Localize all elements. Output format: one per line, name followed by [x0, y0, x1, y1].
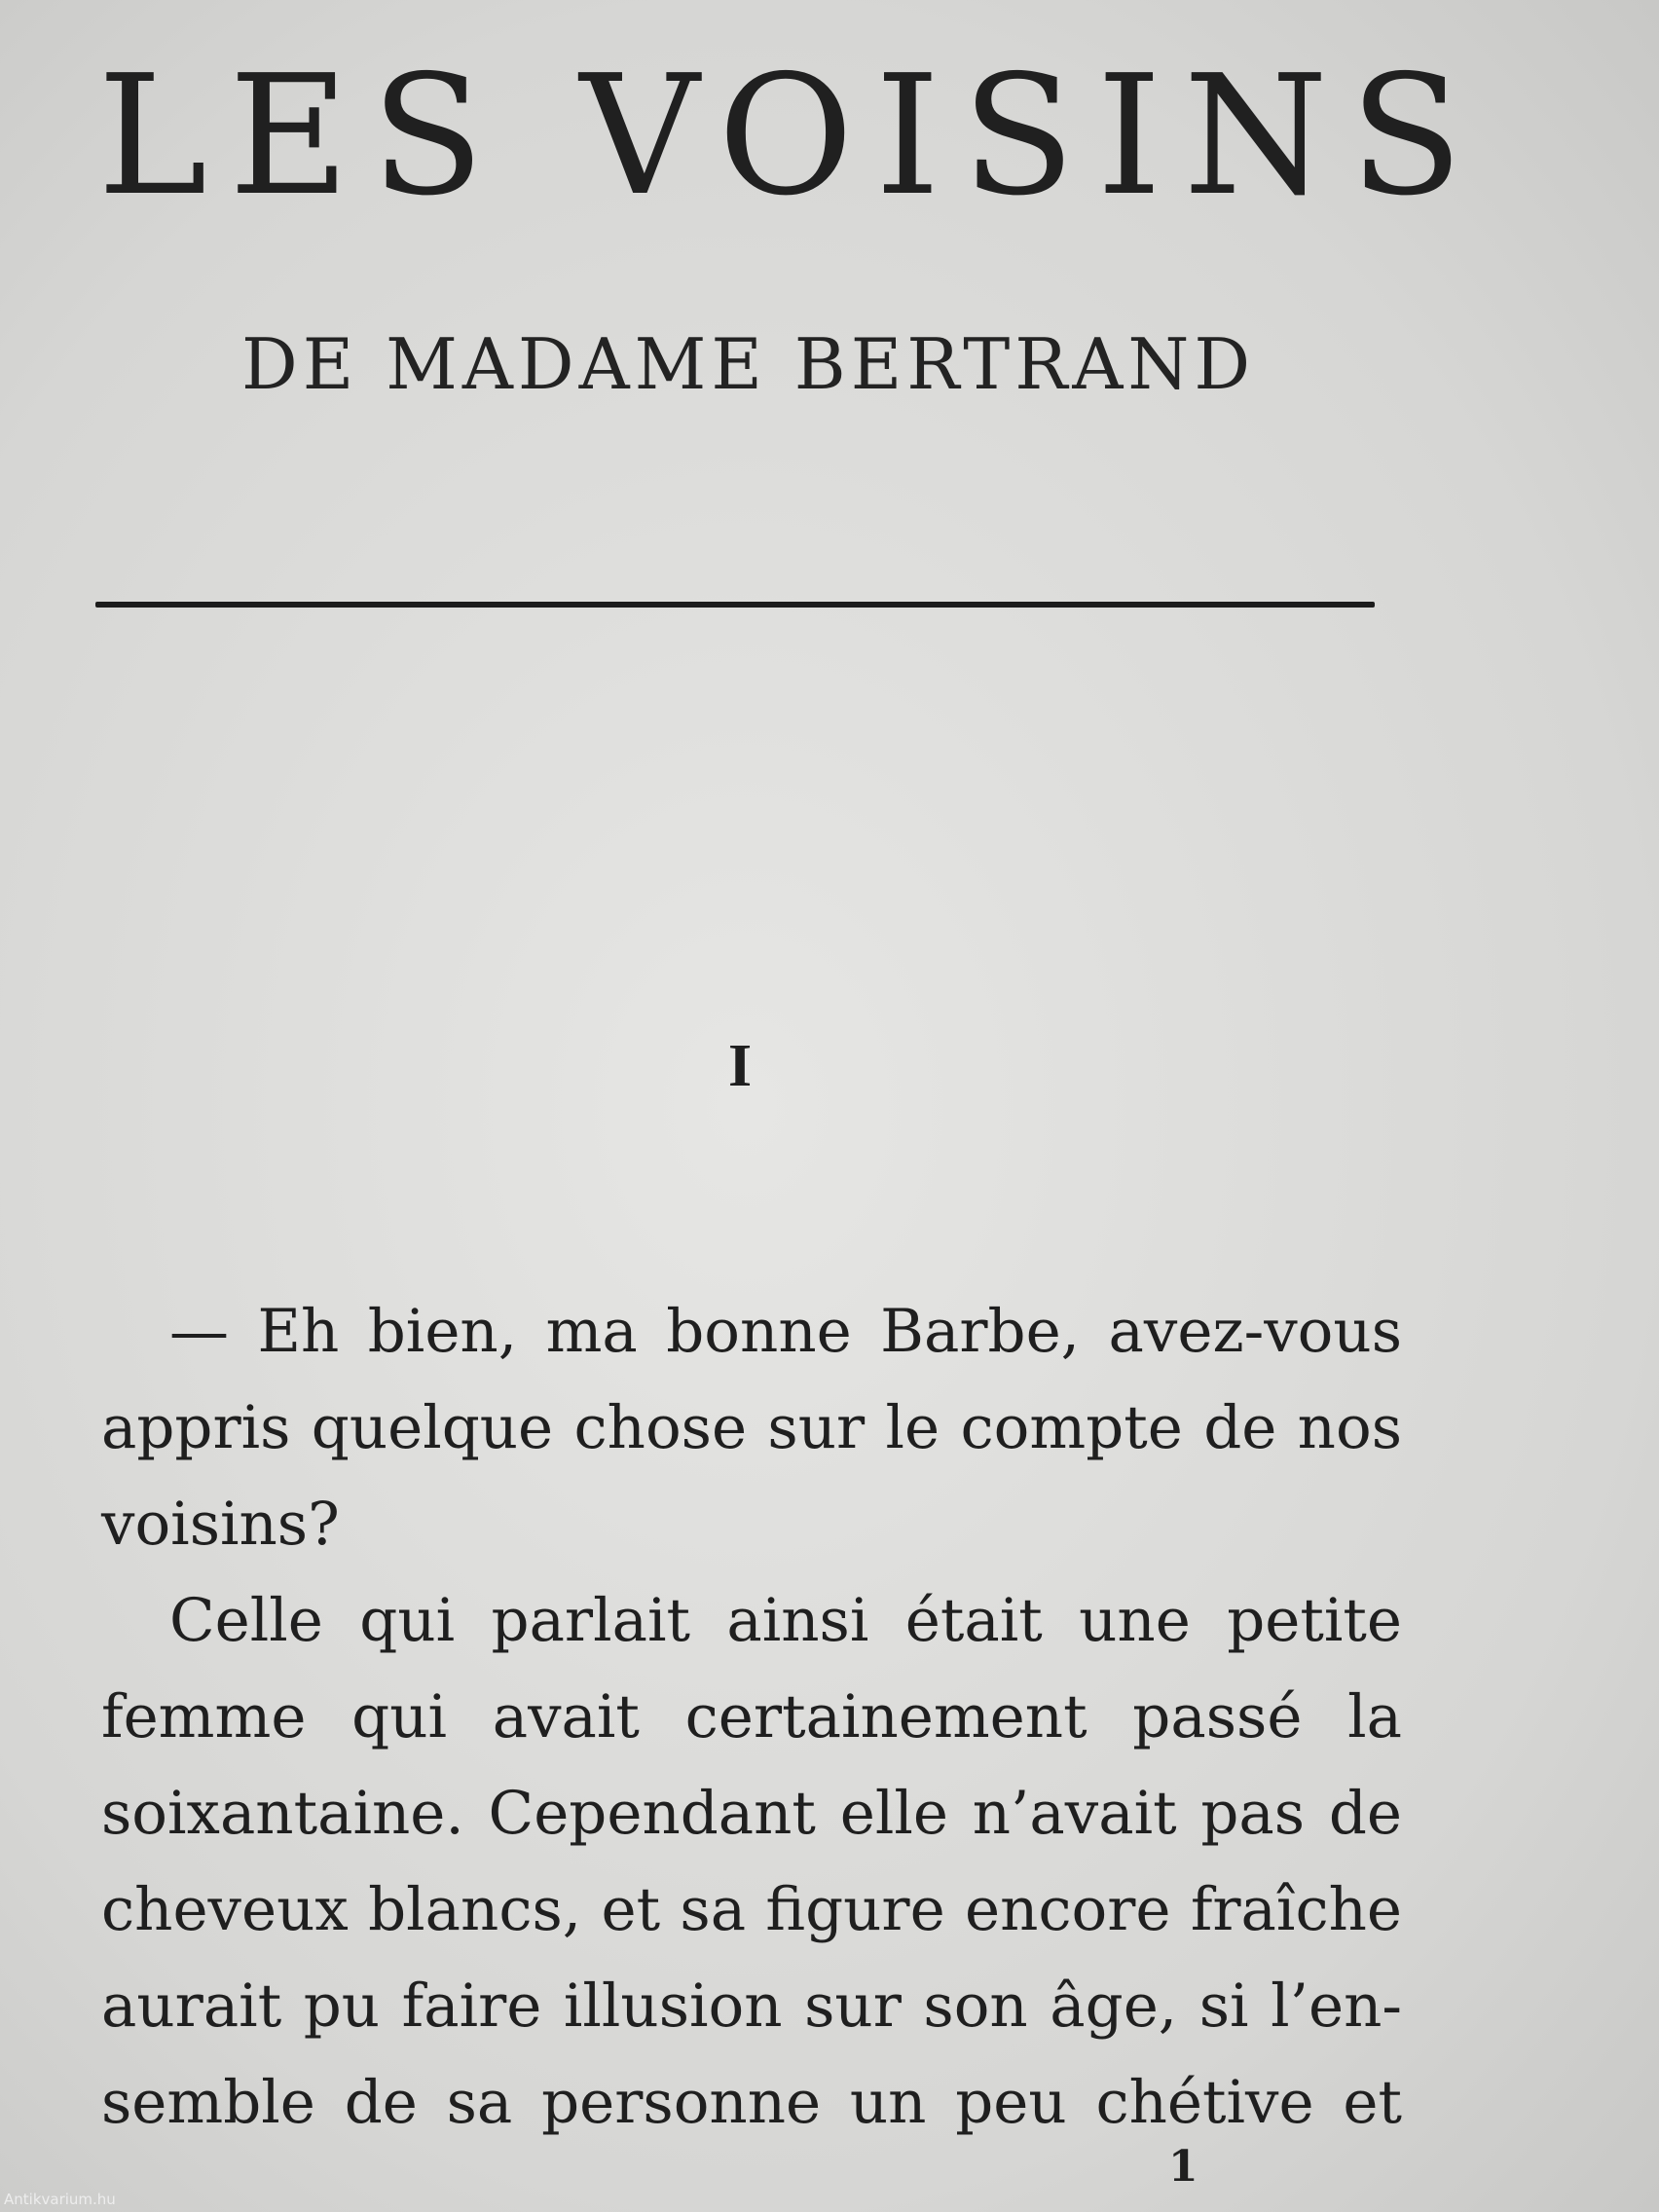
text-line: Celle qui parlait ainsi était une petite [169, 1586, 1402, 1655]
page-title: LES VOISINS [97, 40, 1485, 233]
chapter-number: I [728, 1033, 753, 1099]
page-number: 1 [1168, 2142, 1198, 2192]
text-line: soixantaine. Cependant elle n’avait pas de [101, 1779, 1402, 1848]
text-line: femme qui avait certainement passé la [101, 1682, 1402, 1751]
text-line: appris quelque chose sur le compte de nos [101, 1393, 1402, 1462]
title-divider [95, 602, 1375, 608]
text-line: semble de sa personne un peu chétive et [101, 2068, 1402, 2137]
page-subtitle: DE MADAME BERTRAND [241, 323, 1256, 405]
text-line: aurait pu faire illusion sur son âge, si l’en- [101, 1972, 1402, 2041]
text-line: cheveux blancs, et sa figure encore fraîche [101, 1875, 1402, 1944]
watermark: Antikvarium.hu [4, 2191, 116, 2208]
body-text [101, 1283, 1402, 2151]
text-line: voisins? [101, 1490, 340, 1559]
text-line: — Eh bien, ma bonne Barbe, avez-vous [169, 1297, 1402, 1366]
